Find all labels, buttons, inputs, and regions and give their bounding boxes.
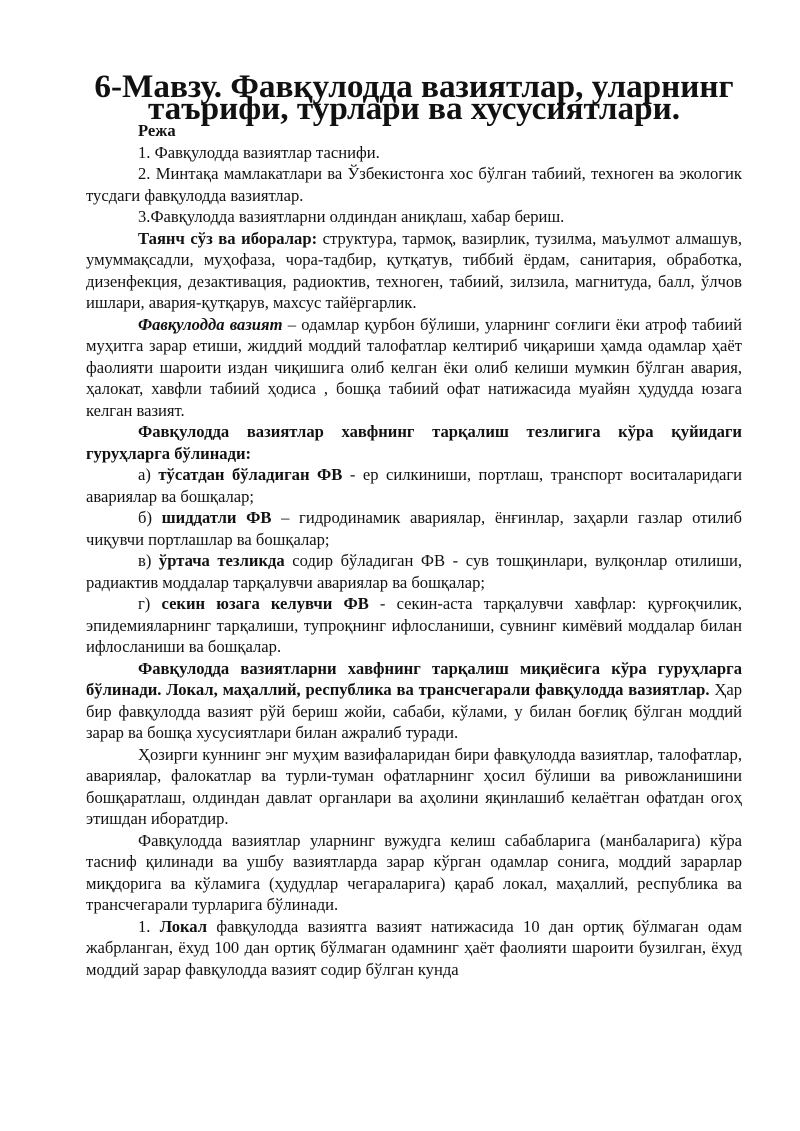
speed-item xyxy=(86,593,742,658)
speed-item-term: тўсатдан бўладиган ФВ xyxy=(158,465,343,484)
page-title: 6-Мавзу. Фавқулодда вазиятлар, уларнинг таърифи, турлари ва хусусиятлари. xyxy=(94,68,734,127)
definition-text: – одамлар қурбон бўлиши, уларнинг соғлиги ёки атроф табиий муҳитга зарар етиши, жиддий моддий талофатлар келтириб чиқариши ҳамда одамлар ҳаёт фаолияти шароити издан чиқишига олиб келган ёки олиб келиши мумкин бўлган авария, ҳалокат, хавфли табиий ҳодиса , бошқа табиий офат натижасида муайян ҳудудда юзага келган вазият. xyxy=(86,314,743,420)
plan-item: 2. Минтақа мамлакатлари ва Ўзбекистонга хос бўлган табиий, техноген ва экологик тусдаги фавқулодда вазиятлар. xyxy=(86,164,742,205)
speed-item-text: - секин-аста тарқалувчи хавфлар: қурғоқчилик, эпидемияларнинг тарқалиши, тупроқнинг ифлосланиши, сувнинг кимёвий моддалар билан ифлосланиши ва бошқалар. xyxy=(86,594,742,656)
speed-item xyxy=(86,550,742,593)
scale-text: Ҳар бир фавқулодда вазият рўй бериш жойи, сабаби, кўлами, у билан боғлиқ бўлган моддий зарар ва бошқа хусусиятлари билан ажралиб туради. xyxy=(86,680,742,742)
plan-item: 3.Фавқулодда вазиятларни олдиндан аниқлаш, хабар бериш. xyxy=(138,207,565,226)
speed-heading xyxy=(86,421,742,464)
speed-item-term: ўртача тезликда xyxy=(158,551,285,570)
speed-item-text: содир бўладиган ФВ - сув тошқинлари, вулқонлар отилиши, радиактив моддалар тарқалувчи авариялар ва бошқалар; xyxy=(86,551,743,592)
speed-item-term: шиддатли ФВ xyxy=(161,508,272,527)
plan-heading-text: Режа xyxy=(138,121,176,140)
scale-paragraph xyxy=(86,658,742,744)
definition-paragraph xyxy=(86,314,742,422)
speed-item-text: – гидродинамик авариялар, ёнғинлар, заҳарли газлар отилиб чиқувчи портлашлар ва бошқалар; xyxy=(86,508,742,549)
speed-item-prefix: г) xyxy=(138,594,162,613)
speed-item xyxy=(86,507,742,550)
document-page xyxy=(86,68,743,980)
classify-paragraph: Фавқулодда вазиятлар уларнинг вужудга келиш сабабларига (манбаларига) кўра тасниф қилинади ва ушбу вазиятларда зарар кўрган одамлар сонига, моддий зарарлар миқдорига ва кўламига (ҳудудлар чегараларига) қараб локал, маҳаллий, республика ва трансчегарали турларига бўлинади. xyxy=(86,830,742,914)
speed-heading-text: Фавқулодда вазиятлар хавфнинг тарқалиш тезлигига кўра қуйидаги гуруҳларга бўлинади: xyxy=(86,422,742,463)
speed-item-term: секин юзага келувчи ФВ xyxy=(161,594,369,613)
speed-item-prefix: в) xyxy=(138,551,159,570)
keywords-text: структура, тармоқ, вазирлик, тузилма, маъулмот алмашув, умуммақсадли, муҳофаза, чора-тадбир, қутқатув, тиббий ёрдам, санитария, обработка, дизенфекция, дезактивация, радиоктив, техноген, табиий, зилзила, магнитуда, балл, ўлчов ишлари, авария-қутқарув, махсус тайёргарлик. xyxy=(86,228,742,312)
speed-item-prefix: а) xyxy=(138,465,159,484)
scale-heading: Фавқулодда вазиятларни хавфнинг тарқалиш миқиёсига кўра гуруҳларга бўлинади. Локал, маҳаллий, республика ва трансчегарали фавқулодда вазиятлар. xyxy=(86,658,742,699)
task-paragraph: Ҳозирги куннинг энг муҳим вазифаларидан бири фавқулодда вазиятлар, талофатлар, авариялар, фалокатлар ва турли-туман офатларнинг ҳосил бўлиши ва ривожланишини бошқаратлаш, олдиндан давлат органлари ва аҳолини яқинлашиб келаётган офатдан огоҳ этишдан иборатдир. xyxy=(86,744,742,828)
definition-term: Фавқулодда вазият xyxy=(138,314,283,334)
keywords-paragraph xyxy=(86,228,742,314)
keywords-label: Таянч сўз ва иборалар: xyxy=(138,228,318,248)
speed-item-prefix: б) xyxy=(138,508,162,527)
speed-item-text: - ер силкиниши, портлаш, транспорт воситаларидаги авариялар ва бошқалар; xyxy=(86,465,743,506)
local-term: Локал xyxy=(159,916,208,936)
local-prefix: 1. xyxy=(138,916,160,936)
speed-item xyxy=(86,464,742,507)
plan-item: 1. Фавқулодда вазиятлар таснифи. xyxy=(138,142,380,162)
local-text: фавқулодда вазиятга вазият натижасида 10 дан ортиқ бўлмаган одам жабрланган, ёхуд 100 дан ортиқ бўлмаган одамнинг ҳаёт фаолияти шароити бузилган, ёхуд моддий зарар фавқулодда вазият содир бўлган кунда xyxy=(86,916,743,979)
local-paragraph xyxy=(86,916,742,981)
